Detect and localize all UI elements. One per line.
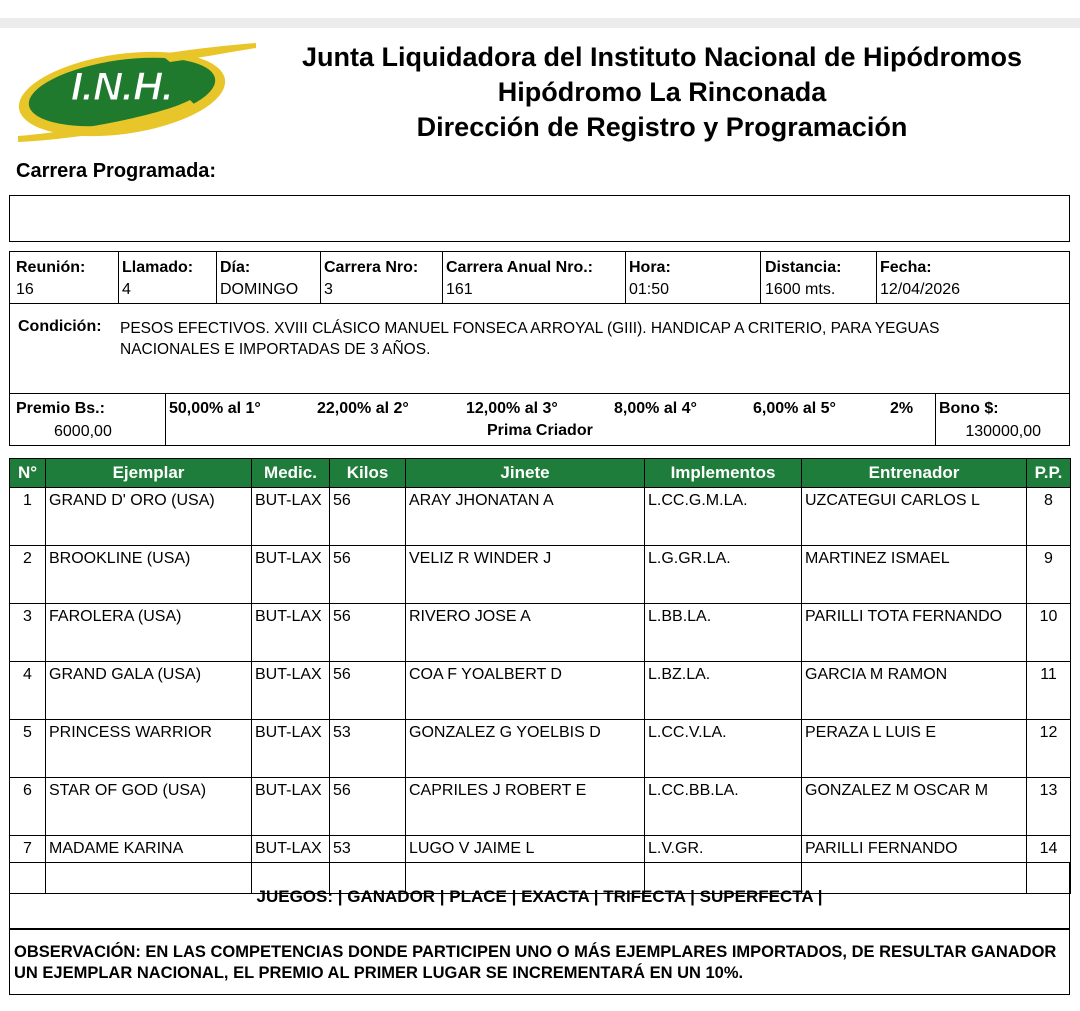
header [262, 40, 1062, 145]
cell-implementos: L.CC.BB.LA. [645, 778, 802, 836]
reunion-label: Reunión: [16, 259, 86, 276]
svg-text:I.N.H.: I.N.H. [70, 65, 174, 109]
cell-n: 2 [10, 546, 46, 604]
cell-pp: 13 [1027, 778, 1071, 836]
cell-jinete: RIVERO JOSE A [406, 604, 645, 662]
table-row [10, 720, 1071, 778]
cell-entrenador: MARTINEZ ISMAEL [802, 546, 1027, 604]
cell-entrenador: GONZALEZ M OSCAR M [802, 778, 1027, 836]
bono-label: Bono $: [939, 400, 999, 417]
cell-entrenador: PARILLI TOTA FERNANDO [802, 604, 1027, 662]
prize-2: 22,00% al 2° [317, 400, 409, 417]
col-header-entrenador: Entrenador [802, 459, 1027, 488]
cell-pp: 14 [1027, 836, 1071, 894]
table-header-row [10, 459, 1071, 488]
cell-implementos: L.BB.LA. [645, 604, 802, 662]
col-header-medic: Medic. [252, 459, 330, 488]
prize-3: 12,00% al 3° [466, 400, 558, 417]
cell-ejemplar: MADAME KARINA [46, 836, 252, 894]
cell-ejemplar: BROOKLINE (USA) [46, 546, 252, 604]
table-row [10, 662, 1071, 720]
cell-kilos: 53 [330, 720, 406, 778]
cell-ejemplar: STAR OF GOD (USA) [46, 778, 252, 836]
cell-medic: BUT-LAX [252, 720, 330, 778]
anual-label: Carrera Anual Nro.: [446, 259, 593, 276]
cell-medic: BUT-LAX [252, 836, 330, 894]
cell-implementos: L.BZ.LA. [645, 662, 802, 720]
cell-entrenador: PARILLI FERNANDO [802, 836, 1027, 894]
observacion-box [9, 929, 1070, 995]
col-header-n: N° [10, 459, 46, 488]
fecha-value: 12/04/2026 [880, 281, 961, 298]
table-row [10, 546, 1071, 604]
table-row [10, 778, 1071, 836]
cell-ejemplar: FAROLERA (USA) [46, 604, 252, 662]
fecha-label: Fecha: [880, 259, 932, 276]
header-line-1: Junta Liquidadora del Instituto Nacional de Hipódromos [301, 42, 1023, 72]
dia-value: DOMINGO [220, 281, 299, 298]
condition-label: Condición: [18, 318, 102, 335]
cell-entrenador: GARCIA M RAMON [802, 662, 1027, 720]
cell-n: 3 [10, 604, 46, 662]
dia-label: Día: [220, 259, 251, 276]
juegos-box [9, 862, 1070, 929]
bono-value: 130000,00 [965, 423, 1041, 440]
llamado-label: Llamado: [122, 259, 194, 276]
cell-pp: 11 [1027, 662, 1071, 720]
cell-ejemplar: GRAND D' ORO (USA) [46, 488, 252, 546]
col-header-pp: P.P. [1027, 459, 1071, 488]
header-line-3: Dirección de Registro y Programación [416, 112, 908, 142]
cell-kilos: 56 [330, 778, 406, 836]
reunion-value: 16 [16, 281, 34, 298]
cell-jinete: CAPRILES J ROBERT E [406, 778, 645, 836]
cell-implementos: L.G.GR.LA. [645, 546, 802, 604]
cell-kilos: 53 [330, 836, 406, 894]
prize-1: 50,00% al 1° [169, 400, 261, 417]
section-title: Carrera Programada: [16, 160, 217, 182]
cell-jinete: GONZALEZ G YOELBIS D [406, 720, 645, 778]
cell-medic: BUT-LAX [252, 604, 330, 662]
header-line-2: Hipódromo La Rinconada [497, 77, 827, 107]
cell-implementos: L.V.GR. [645, 836, 802, 894]
carrera-label: Carrera Nro: [324, 259, 419, 276]
cell-n: 1 [10, 488, 46, 546]
juegos-text: JUEGOS: | GANADOR | PLACE | EXACTA | TRIFECTA | SUPERFECTA | [256, 887, 823, 906]
cell-kilos: 56 [330, 662, 406, 720]
cell-implementos: L.CC.V.LA. [645, 720, 802, 778]
cell-medic: BUT-LAX [252, 778, 330, 836]
llamado-value: 4 [122, 281, 131, 298]
anual-value: 161 [446, 281, 473, 298]
distancia-label: Distancia: [765, 259, 842, 276]
prize-5: 6,00% al 5° [753, 400, 836, 417]
cell-jinete: LUGO V JAIME L [406, 836, 645, 894]
cell-entrenador: PERAZA L LUIS E [802, 720, 1027, 778]
condition-text: PESOS EFECTIVOS. XVIII CLÁSICO MANUEL FONSECA ARROYAL (GIII). HANDICAP A CRITERIO, PARA YEGUAS NACIONALES E IMPORTADAS DE 3 AÑOS. [120, 320, 940, 358]
col-header-implementos: Implementos [645, 459, 802, 488]
prize-4: 8,00% al 4° [614, 400, 697, 417]
cell-ejemplar: GRAND GALA (USA) [46, 662, 252, 720]
observacion-text: OBSERVACIÓN: EN LAS COMPETENCIAS DONDE PARTICIPEN UNO O MÁS EJEMPLARES IMPORTADOS, DE RESULTAR GANADOR UN EJEMPLAR NACIONAL, EL PREMIO AL PRIMER LUGAR SE INCREMENTARÁ EN UN 10%. [14, 943, 1057, 982]
cell-kilos: 56 [330, 604, 406, 662]
cell-jinete: VELIZ R WINDER J [406, 546, 645, 604]
cell-medic: BUT-LAX [252, 662, 330, 720]
cell-pp: 12 [1027, 720, 1071, 778]
cell-pp: 9 [1027, 546, 1071, 604]
condition-box [9, 303, 1070, 394]
cell-n: 5 [10, 720, 46, 778]
carrera-value: 3 [324, 281, 333, 298]
table-row [10, 488, 1071, 546]
cell-ejemplar: PRINCESS WARRIOR [46, 720, 252, 778]
cell-n: 4 [10, 662, 46, 720]
cell-entrenador: UZCATEGUI CARLOS L [802, 488, 1027, 546]
top-bar [0, 18, 1080, 28]
cell-pp: 10 [1027, 604, 1071, 662]
empty-box [9, 195, 1070, 242]
inh-logo [10, 40, 258, 144]
cell-n: 7 [10, 836, 46, 894]
premio-label: Premio Bs.: [16, 400, 105, 417]
prima-criador: Prima Criador [487, 422, 593, 439]
prize-box [9, 393, 1070, 446]
hora-value: 01:50 [629, 281, 670, 298]
premio-value: 6000,00 [54, 423, 112, 440]
col-header-kilos: Kilos [330, 459, 406, 488]
distancia-value: 1600 mts. [765, 281, 836, 298]
cell-n: 6 [10, 778, 46, 836]
cell-medic: BUT-LAX [252, 546, 330, 604]
hora-label: Hora: [629, 259, 671, 276]
race-info [9, 251, 1070, 304]
cell-jinete: COA F YOALBERT D [406, 662, 645, 720]
col-header-ejemplar: Ejemplar [46, 459, 252, 488]
prize-6: 2% [890, 400, 914, 417]
cell-medic: BUT-LAX [252, 488, 330, 546]
cell-implementos: L.CC.G.M.LA. [645, 488, 802, 546]
cell-kilos: 56 [330, 488, 406, 546]
cell-kilos: 56 [330, 546, 406, 604]
cell-pp: 8 [1027, 488, 1071, 546]
table-row [10, 604, 1071, 662]
entries-table [9, 458, 1071, 894]
cell-jinete: ARAY JHONATAN A [406, 488, 645, 546]
col-header-jinete: Jinete [406, 459, 645, 488]
